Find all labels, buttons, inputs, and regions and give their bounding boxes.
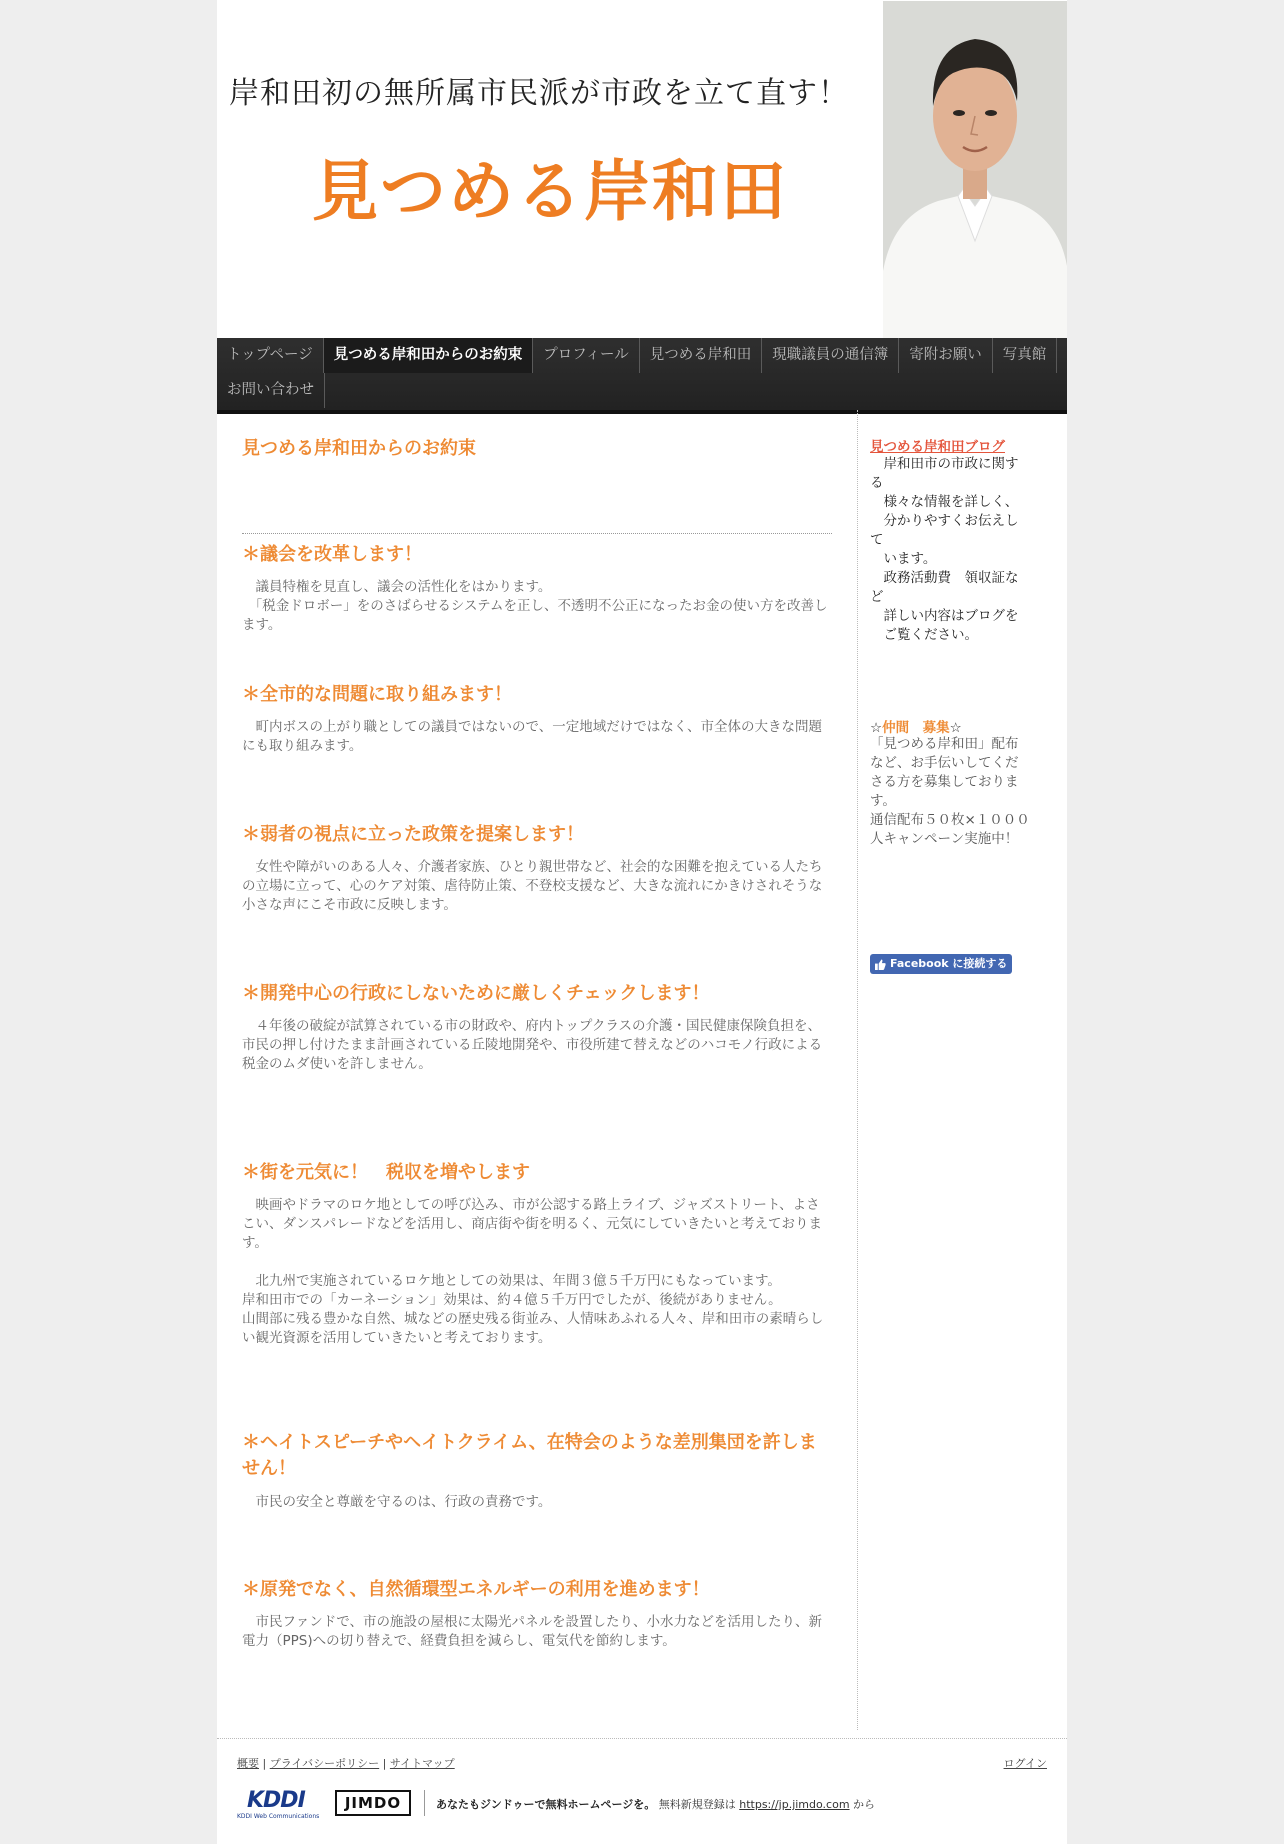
recruit-title-text: 仲間 募集 xyxy=(882,720,950,736)
section-body: ４年後の破綻が試算されている市の財政や、府内トップクラスの介護・国民健康保険負担を、市民の押し付けたまま計画されている丘陵地開発や、市役所建て替えなどのハコモノ行政による税金のムダ使いを許しません。 xyxy=(242,1018,823,1072)
footer-link-privacy[interactable]: プライバシーポリシー xyxy=(269,1757,380,1770)
star-icon: ☆ xyxy=(949,720,962,736)
blog-link[interactable]: 見つめる岸和田ブログ xyxy=(870,439,1005,455)
footer-separator: | xyxy=(382,1757,387,1770)
column-divider xyxy=(857,410,858,1730)
section-heading: ＊議会を改革します！ xyxy=(242,544,422,565)
jimdo-promo-bold: あなたもジンドゥーで無料ホームページを。 xyxy=(436,1798,656,1811)
login-link[interactable]: ログイン xyxy=(1003,1757,1047,1770)
page-title: 見つめる岸和田からのお約束 xyxy=(242,438,476,459)
nav-item-donation[interactable]: 寄附お願い xyxy=(899,338,993,373)
footer-vertical-divider xyxy=(424,1790,425,1816)
footer-separator: | xyxy=(262,1757,267,1770)
section-body: 市民の安全と尊厳を守るのは、行政の責務です。 xyxy=(242,1494,552,1510)
footer-link-overview[interactable]: 概要 xyxy=(237,1757,259,1770)
facebook-button-label: Facebook に接続する xyxy=(890,957,1008,970)
star-icon: ☆ xyxy=(870,720,883,736)
portrait-image xyxy=(883,1,1067,338)
section-heading: ＊街を元気に！ 税収を増やします xyxy=(242,1162,530,1183)
recruit-description: 「見つめる岸和田」配布など、お手伝いしてくださる方を募集しております。 通信配布５０枚×１０００人キャンペーン実施中！ xyxy=(870,736,1030,847)
nav-item-photos[interactable]: 写真館 xyxy=(993,338,1058,373)
section-heading: ＊ヘイトスピーチやヘイトクライム、在特会のような差別集団を許しません！ xyxy=(242,1432,817,1479)
nav-item-promise[interactable]: 見つめる岸和田からのお約束 xyxy=(324,338,534,373)
jimdo-signup-link[interactable]: https://jp.jimdo.com xyxy=(739,1798,850,1811)
page xyxy=(217,0,1067,1844)
section-heading: ＊開発中心の行政にしないために厳しくチェックします！ xyxy=(242,983,710,1004)
candidate-photo xyxy=(883,1,1067,338)
section-body: 市民ファンドで、市の施設の屋根に太陽光パネルを設置したり、小水力などを活用したり、新電力（PPS)への切り替えで、経費負担を減らし、電気代を節約します。 xyxy=(242,1614,822,1649)
kddi-logo[interactable] xyxy=(237,1788,321,1820)
section-heading: ＊弱者の視点に立った政策を提案します！ xyxy=(242,824,584,845)
jimdo-promo xyxy=(436,1796,875,1812)
kddi-logo-text: KDDI xyxy=(247,1788,305,1813)
jimdo-promo-text: 無料新規登録は xyxy=(655,1798,740,1811)
footer-divider xyxy=(217,1738,1067,1739)
jimdo-logo[interactable]: JIMDO xyxy=(335,1790,411,1816)
thumbs-up-icon xyxy=(875,959,886,970)
main-navigation xyxy=(217,338,1067,414)
section-heading: ＊全市的な問題に取り組みます！ xyxy=(242,684,512,705)
nav-item-profile[interactable]: プロフィール xyxy=(533,338,640,373)
nav-item-top[interactable]: トップページ xyxy=(217,338,324,373)
section-heading: ＊原発でなく、自然循環型エネルギーの利用を進めます！ xyxy=(242,1579,710,1600)
nav-item-report-card[interactable]: 現職議員の通信簿 xyxy=(762,338,899,373)
facebook-connect-button[interactable] xyxy=(870,954,1012,974)
nav-item-contact[interactable]: お問い合わせ xyxy=(217,373,325,408)
nav-item-mitsumeru[interactable]: 見つめる岸和田 xyxy=(640,338,763,373)
section-body: 女性や障がいのある人々、介護者家族、ひとり親世帯など、社会的な困難を抱えている人たちの立場に立って、心のケア対策、虐待防止策、不登校支援など、大きな流れにかきけされそうな小さな声にこそ市政に反映します。 xyxy=(242,859,823,913)
section-body: 議員特権を見直し、議会の活性化をはかります。 「税金ドロボー」をのさばらせるシステムを正し、不透明不公正になったお金の使い方を改善します。 xyxy=(242,579,828,633)
jimdo-promo-suffix: から xyxy=(849,1798,876,1811)
site-header xyxy=(217,0,1067,338)
footer-link-sitemap[interactable]: サイトマップ xyxy=(389,1757,455,1770)
blog-description: 岸和田市の市政に関する 様々な情報を詳しく、 分かりやすくお伝えして います。 政務活動費 領収証など 詳しい内容はブログを ご覧ください。 xyxy=(870,456,1019,643)
kddi-logo-subtext: KDDI Web Communications xyxy=(237,1813,320,1820)
site-logo[interactable]: 見つめる岸和田 xyxy=(312,153,788,230)
recruit-title xyxy=(870,716,962,736)
site-tagline: 岸和田初の無所属市民派が市政を立て直す！ xyxy=(229,76,849,111)
section-body: 映画やドラマのロケ地としての呼び込み、市が公認する路上ライブ、ジャズストリート、よさこい、ダンスパレードなどを活用し、商店街や街を明るく、元気にしていきたいと考えております。 北九州で実施されているロケ地としての効果は、年間３億５千万円にもなっています。 岸和田市での「カーネーション」効果は、約４億５千万円でしたが、後続がありません。 山間部に残る豊かな自然、城などの歴史残る街並み、人情味あふれる人々、岸和田市の素晴らしい観光資源を活用していきたいと考えております。 xyxy=(242,1197,824,1346)
divider xyxy=(242,533,832,534)
footer-links xyxy=(237,1755,455,1771)
section-body: 町内ボスの上がり職としての議員ではないので、一定地域だけではなく、市全体の大きな問題にも取り組みます。 xyxy=(242,719,822,754)
